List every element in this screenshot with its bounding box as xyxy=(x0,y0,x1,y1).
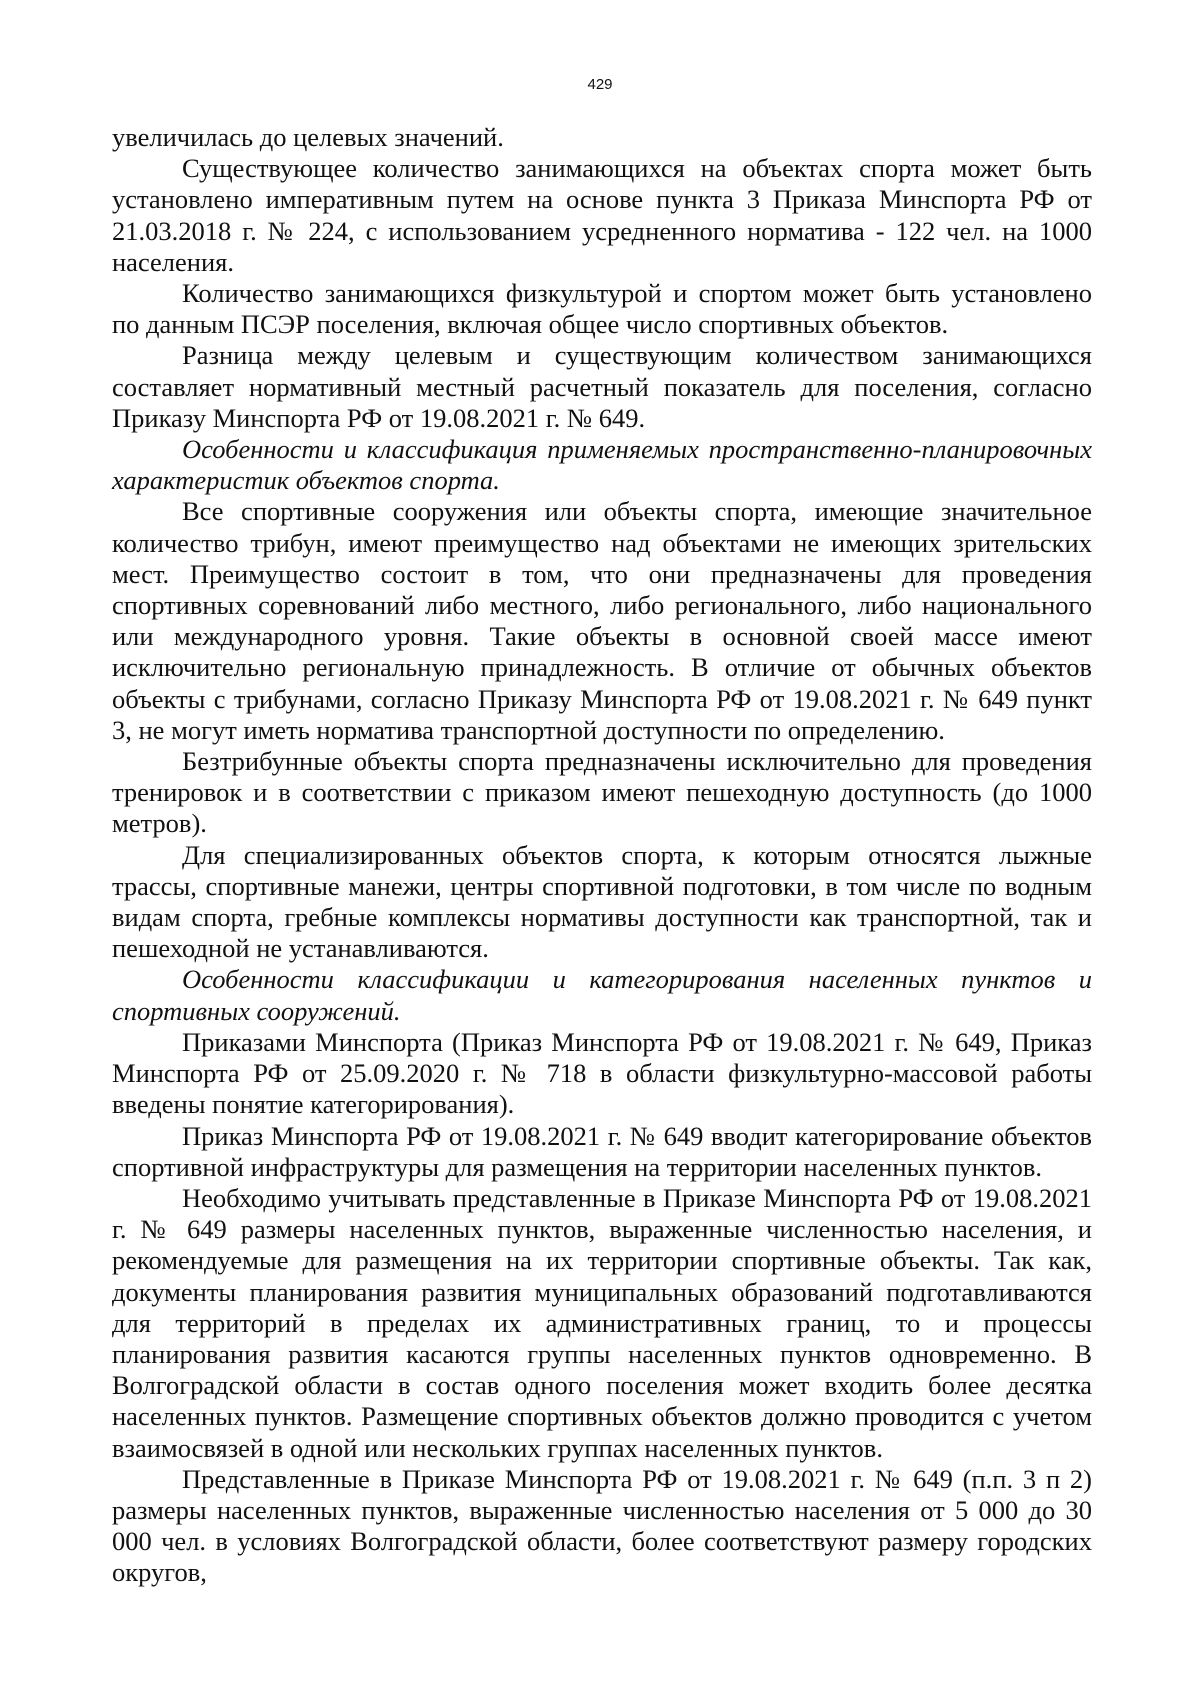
paragraph: Представленные в Приказе Минспорта РФ от 19.08.2021 г. № 649 (п.п. 3 п 2) размеры населенных пунктов, выраженные численностью населения от 5 000 до 30 000 чел. в условиях Волгоградской области, более соответствуют размеру городских округов, xyxy=(112,1463,1092,1588)
paragraph: Для специализированных объектов спорта, к которым относятся лыжные трассы, спортивные манежи, центры спортивной подготовки, в том числе по водным видам спорта, гребные комплексы нормативы доступности как транспортной, так и пешеходной не устанавливаются. xyxy=(112,839,1092,964)
paragraph: Приказ Минспорта РФ от 19.08.2021 г. № 649 вводит категорирование объектов спортивной инфраструктуры для размещения на территории населенных пунктов. xyxy=(112,1120,1092,1182)
page-number: 429 xyxy=(587,76,613,93)
paragraph: Существующее количество занимающихся на объектах спорта может быть установлено императивным путем на основе пункта 3 Приказа Минспорта РФ от 21.03.2018 г. № 224, с использованием усредненного норматива - 122 чел. на 1000 населения. xyxy=(112,153,1092,277)
section-subheading: Особенности и классификация применяемых пространственно-планировочных характеристик объектов спорта. xyxy=(112,434,1092,496)
paragraph-continuation: увеличилась до целевых значений. xyxy=(112,122,504,152)
paragraph: Количество занимающихся физкультурой и спортом может быть установлено по данным ПСЭР поселения, включая общее число спортивных объектов. xyxy=(112,278,1092,340)
paragraph: Необходимо учитывать представленные в Приказе Минспорта РФ от 19.08.2021 г. № 649 размеры населенных пунктов, выраженные численностью населения, и рекомендуемые для размещения на их территории спортивные объекты. Так как, документы планирования развития муниципальных образований подготавливаются для территорий в пределах их административных границ, то и процессы планирования развития касаются группы населенных пунктов одновременно. В Волгоградской области в состав одного поселения может входить более десятка населенных пунктов. Размещение спортивных объектов должно проводится с учетом взаимосвязей в одной или нескольких группах населенных пунктов. xyxy=(112,1182,1092,1463)
paragraph: Безтрибунные объекты спорта предназначены исключительно для проведения тренировок и в соответствии с приказом имеют пешеходную доступность (до 1000 метров). xyxy=(112,746,1092,839)
section-subheading: Особенности классификации и категорирования населенных пунктов и спортивных сооружений. xyxy=(112,964,1092,1026)
paragraph: Приказами Минспорта (Приказ Минспорта РФ от 19.08.2021 г. № 649, Приказ Минспорта РФ от 25.09.2020 г. № 718 в области физкультурно-массовой работы введены понятие категорирования). xyxy=(112,1026,1092,1120)
paragraph: Разница между целевым и существующим количеством занимающихся составляет нормативный местный расчетный показатель для поселения, согласно Приказу Минспорта РФ от 19.08.2021 г. № 649. xyxy=(112,340,1092,433)
document-body xyxy=(112,122,1092,1589)
paragraph: Все спортивные сооружения или объекты спорта, имеющие значительное количество трибун, имеют преимущество над объектами не имеющих зрительских мест. Преимущество состоит в том, что они предназначены для проведения спортивных соревнований либо местного, либо регионального, либо национального или международного уровня. Такие объекты в основной своей массе имеют исключительно региональную принадлежность. В отличие от обычных объектов объекты с трибунами, согласно Приказу Минспорта РФ от 19.08.2021 г. № 649 пункт 3, не могут иметь норматива транспортной доступности по определению. xyxy=(112,496,1092,745)
